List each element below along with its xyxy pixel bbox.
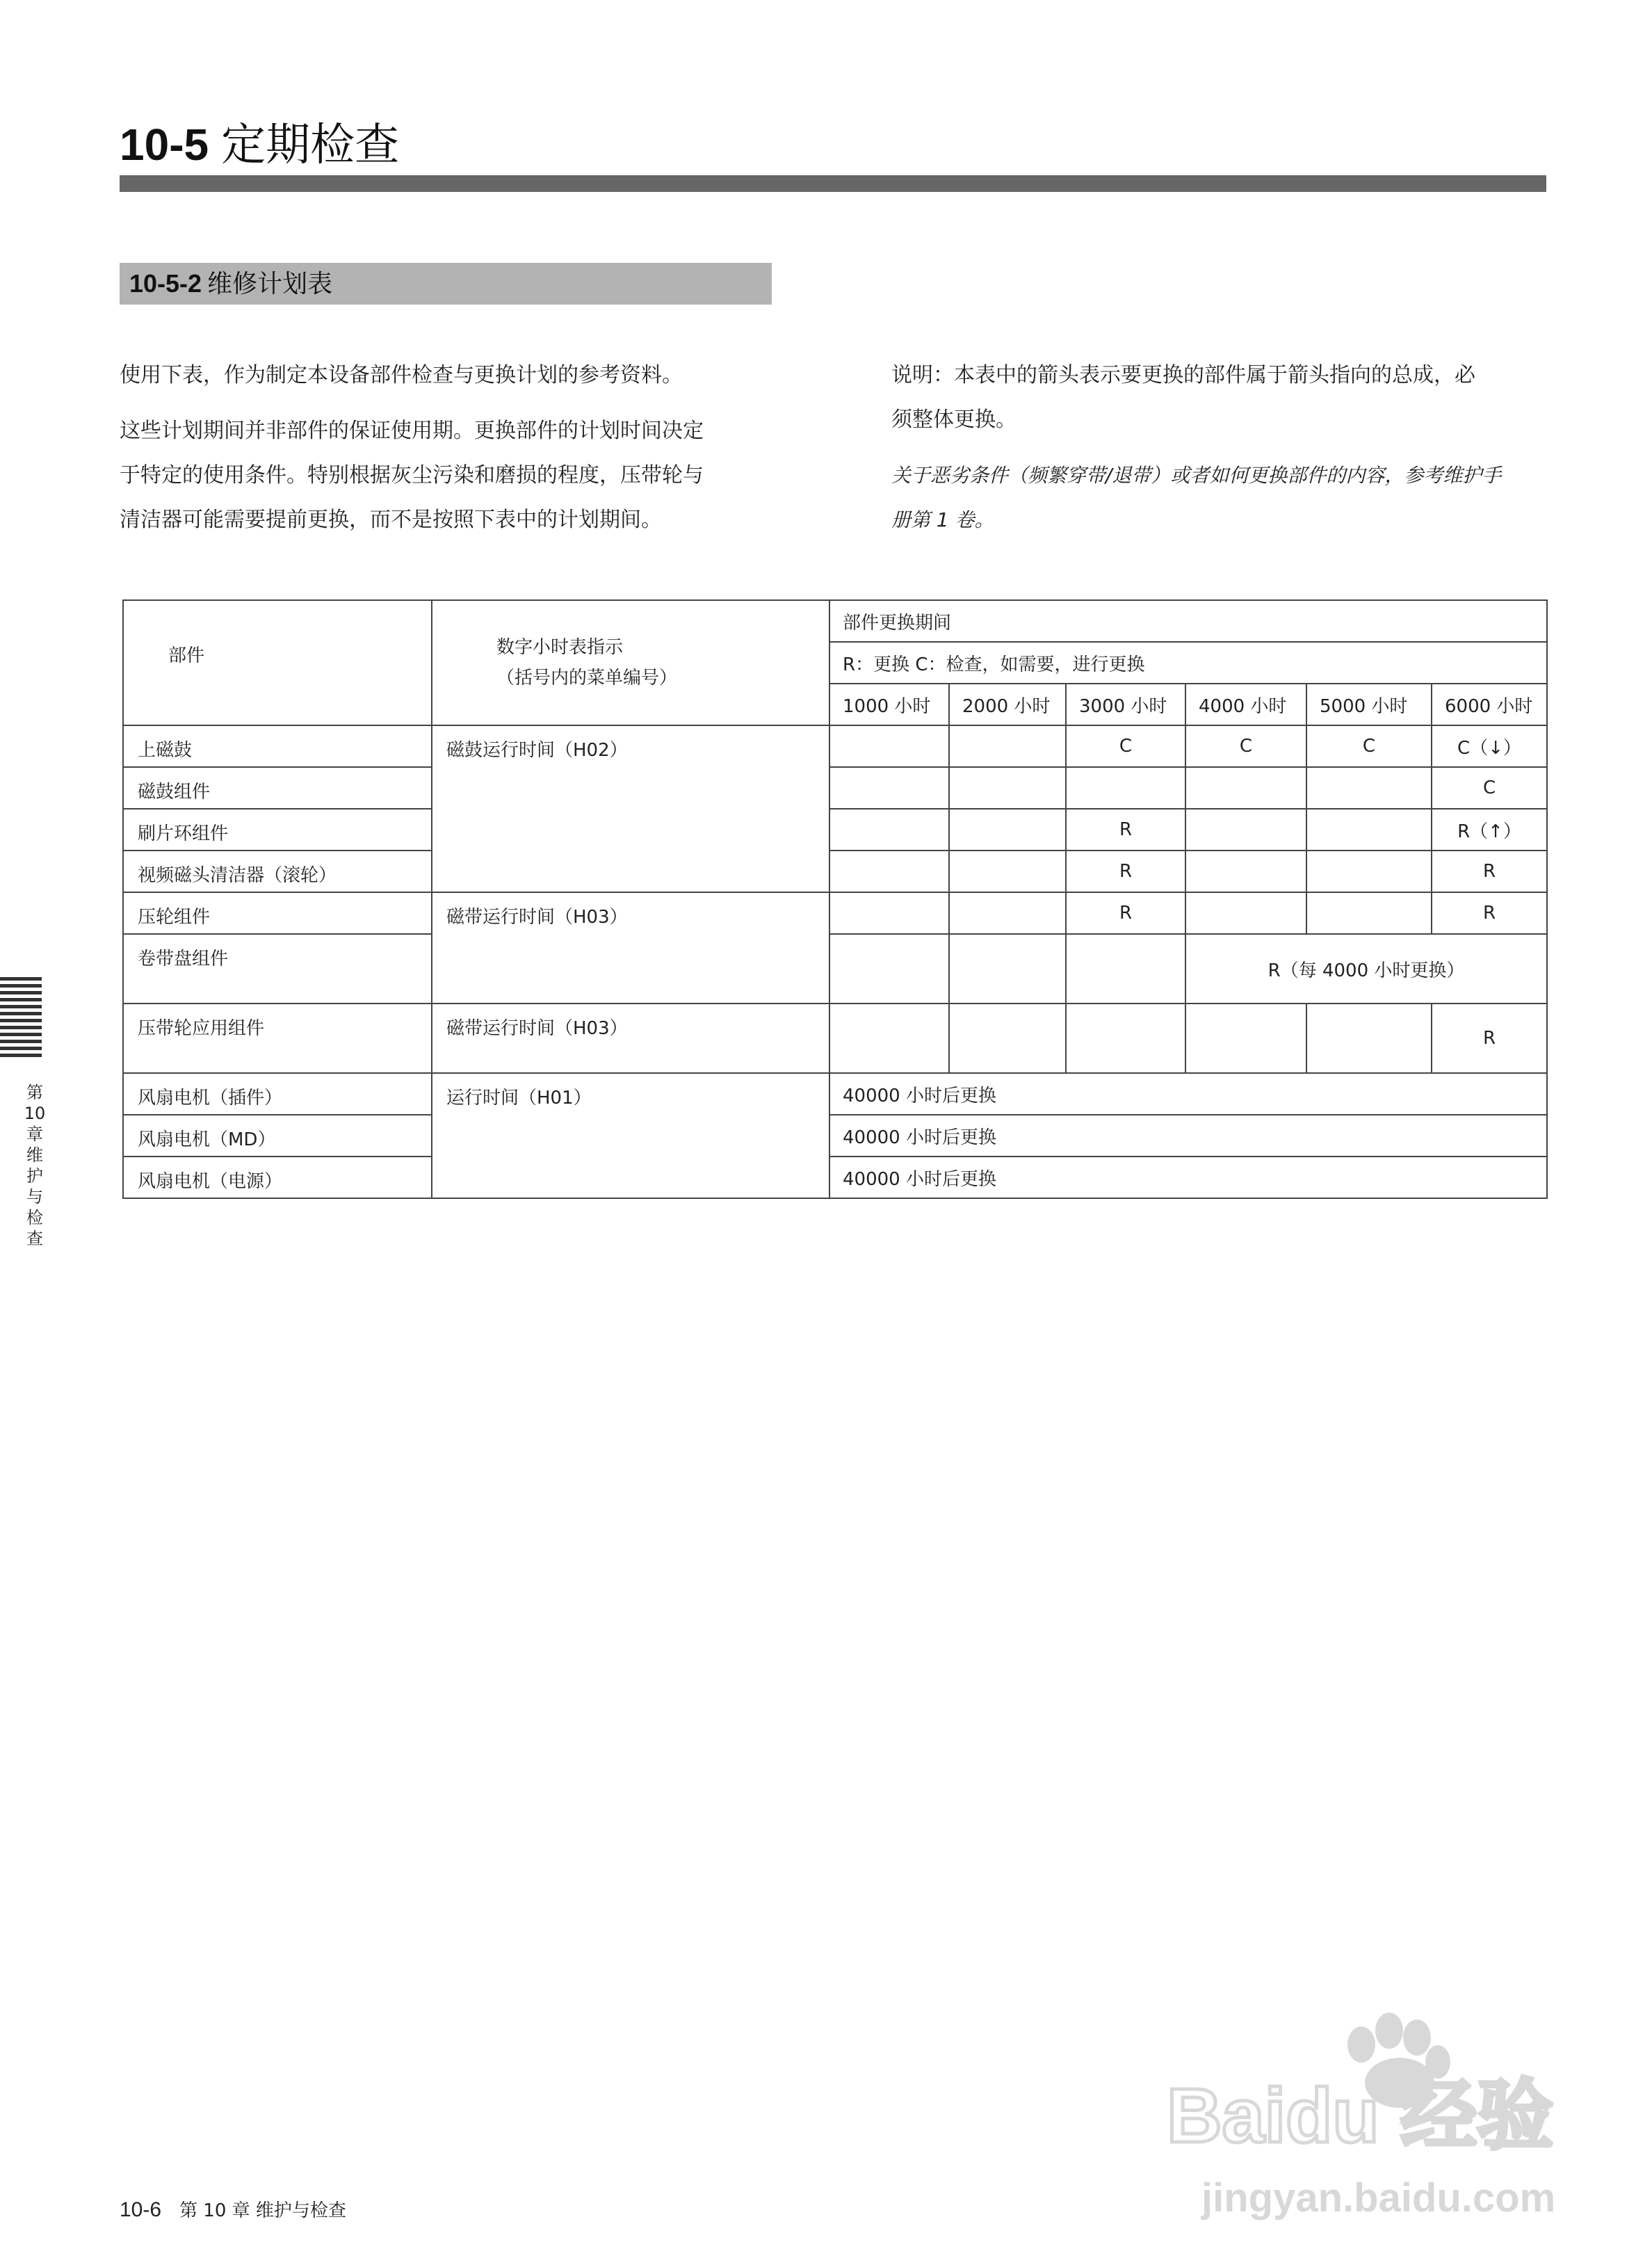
schedule-cell xyxy=(1306,767,1432,809)
section-number: 10-5 xyxy=(120,120,209,170)
schedule-cell: C（↓） xyxy=(1432,725,1547,767)
schedule-cell xyxy=(829,1004,949,1073)
schedule-cell xyxy=(949,1004,1066,1073)
table-row xyxy=(123,809,1547,851)
title-rule xyxy=(120,175,1546,192)
part-name: 卷带盘组件 xyxy=(123,934,432,1004)
table-row xyxy=(123,1073,1547,1115)
period-header: 部件更换期间 xyxy=(829,600,1547,642)
part-name: 磁鼓组件 xyxy=(123,767,432,809)
span-schedule-cell: 40000 小时后更换 xyxy=(829,1115,1547,1157)
indicator-header-line-2: （括号内的菜单编号） xyxy=(496,668,678,688)
schedule-cell xyxy=(949,892,1066,934)
table-row xyxy=(123,725,1547,767)
part-name: 上磁鼓 xyxy=(123,725,432,767)
schedule-cell: R xyxy=(1432,1004,1547,1073)
schedule-cell: C xyxy=(1066,725,1185,767)
table-row xyxy=(123,1115,1547,1157)
page-number: 10-6 xyxy=(120,2198,162,2221)
schedule-cell xyxy=(829,725,949,767)
legend: R：更换 C：检查，如需要，进行更换 xyxy=(829,642,1547,684)
schedule-cell: R xyxy=(1432,892,1547,934)
part-name: 风扇电机（电源） xyxy=(123,1157,432,1198)
schedule-cell: R xyxy=(1066,851,1185,892)
part-name: 视频磁头清洁器（滚轮） xyxy=(123,851,432,892)
schedule-cell xyxy=(1306,892,1432,934)
schedule-cell: R xyxy=(1066,809,1185,851)
indicator-cell: 磁带运行时间（H03） xyxy=(432,892,829,1004)
intro-left-line-2: 这些计划期间并非部件的保证使用期。更换部件的计划时间决定 xyxy=(120,419,704,443)
hour-header: 3000 小时 xyxy=(1066,684,1185,725)
part-name: 风扇电机（MD） xyxy=(123,1115,432,1157)
footer-chapter: 第 10 章 维护与检查 xyxy=(179,2200,346,2221)
subsection-number: 10-5-2 xyxy=(129,269,202,298)
intro-left-line-4: 清洁器可能需要提前更换，而不是按照下表中的计划期间。 xyxy=(120,508,662,532)
indicator-cell: 磁鼓运行时间（H02） xyxy=(432,725,829,892)
hour-header: 2000 小时 xyxy=(949,684,1066,725)
schedule-cell xyxy=(1185,851,1306,892)
merged-schedule-cell: R（每 4000 小时更换） xyxy=(1185,934,1547,1004)
schedule-cell: C xyxy=(1306,725,1432,767)
schedule-cell xyxy=(1066,934,1185,1004)
side-tab-marker xyxy=(0,977,42,1061)
table-row xyxy=(123,1004,1547,1073)
schedule-cell xyxy=(829,767,949,809)
part-name: 压带轮应用组件 xyxy=(123,1004,432,1073)
intro-left-line-3: 于特定的使用条件。特别根据灰尘污染和磨损的程度，压带轮与 xyxy=(120,463,704,488)
table-row xyxy=(123,892,1547,934)
span-schedule-cell: 40000 小时后更换 xyxy=(829,1073,1547,1115)
schedule-cell xyxy=(949,934,1066,1004)
schedule-cell: R（↑） xyxy=(1432,809,1547,851)
note-line-1: 说明：本表中的箭头表示要更换的部件属于箭头指向的总成，必 xyxy=(891,363,1475,387)
schedule-cell xyxy=(1306,851,1432,892)
subsection-title: 维修计划表 xyxy=(207,270,333,298)
schedule-cell xyxy=(949,809,1066,851)
side-tab-label: 第 10 章 维 护 与 检 查 xyxy=(24,1083,46,1248)
schedule-cell xyxy=(829,809,949,851)
schedule-cell xyxy=(1066,1004,1185,1073)
schedule-cell xyxy=(1185,892,1306,934)
table-row xyxy=(123,934,1547,1004)
table-row xyxy=(123,1157,1547,1198)
note-line-2: 须整体更换。 xyxy=(891,408,1017,432)
maintenance-schedule-table xyxy=(122,599,1548,1199)
schedule-cell xyxy=(1066,767,1185,809)
page-footer xyxy=(120,2196,346,2222)
schedule-cell xyxy=(949,725,1066,767)
schedule-cell xyxy=(1185,809,1306,851)
part-name: 刷片环组件 xyxy=(123,809,432,851)
column-header-part: 部件 xyxy=(123,600,432,725)
table-row xyxy=(123,767,1547,809)
schedule-cell xyxy=(1306,809,1432,851)
table-row xyxy=(123,851,1547,892)
indicator-cell: 磁带运行时间（H03） xyxy=(432,1004,829,1073)
span-schedule-cell: 40000 小时后更换 xyxy=(829,1157,1547,1198)
intro-left-line-1: 使用下表，作为制定本设备部件检查与更换计划的参考资料。 xyxy=(120,363,683,387)
note-italic-line-1: 关于恶劣条件（频繁穿带/退带）或者如何更换部件的内容，参考维护手 xyxy=(891,464,1502,487)
column-header-indicator xyxy=(432,600,829,725)
section-title: 定期检查 xyxy=(221,120,400,171)
schedule-cell: R xyxy=(1066,892,1185,934)
watermark-url: jingyan.baidu.com xyxy=(1201,2175,1556,2221)
schedule-cell xyxy=(1185,1004,1306,1073)
schedule-cell xyxy=(829,851,949,892)
schedule-cell: C xyxy=(1185,725,1306,767)
hour-header: 5000 小时 xyxy=(1306,684,1432,725)
part-name: 压轮组件 xyxy=(123,892,432,934)
indicator-cell: 运行时间（H01） xyxy=(432,1073,829,1198)
schedule-cell: C xyxy=(1432,767,1547,809)
schedule-cell xyxy=(949,767,1066,809)
schedule-cell: R xyxy=(1432,851,1547,892)
schedule-cell xyxy=(1306,1004,1432,1073)
subsection-heading xyxy=(120,263,772,305)
schedule-cell xyxy=(829,892,949,934)
baidu-watermark xyxy=(1160,2003,1577,2225)
part-name: 风扇电机（插件） xyxy=(123,1073,432,1115)
hour-header: 4000 小时 xyxy=(1185,684,1306,725)
note-italic-line-2: 册第 1 卷。 xyxy=(891,508,994,531)
schedule-cell xyxy=(829,934,949,1004)
indicator-header-line-1: 数字小时表指示 xyxy=(496,637,624,658)
watermark-brand: Baidu 经验 xyxy=(1167,2073,1554,2159)
hour-header: 6000 小时 xyxy=(1432,684,1547,725)
hour-header: 1000 小时 xyxy=(829,684,949,725)
schedule-cell xyxy=(949,851,1066,892)
page-title xyxy=(120,117,399,173)
schedule-cell xyxy=(1185,767,1306,809)
